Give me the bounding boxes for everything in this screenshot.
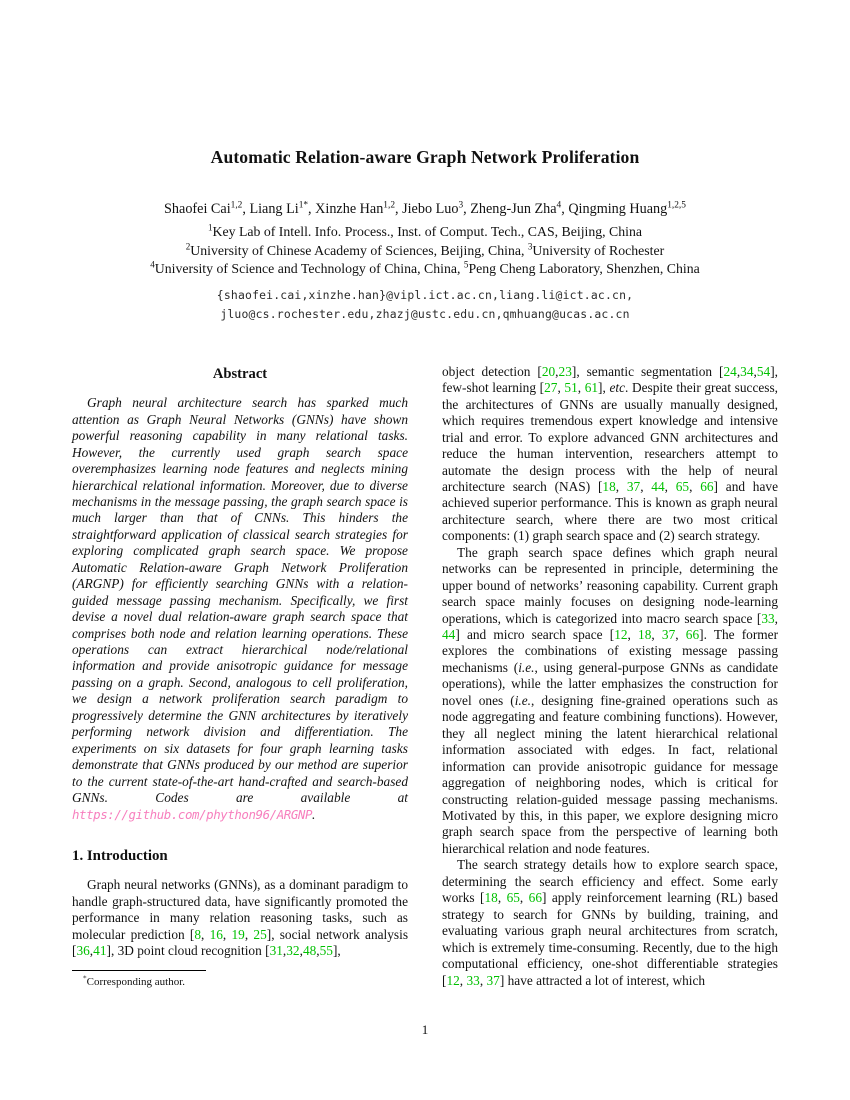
citation-link[interactable]: 37	[626, 478, 641, 494]
author-superscript: 3	[458, 200, 464, 211]
author-name: Jiebo Luo	[402, 201, 459, 217]
citation-link[interactable]: 18	[484, 890, 498, 906]
citation-link[interactable]: 36	[76, 943, 90, 959]
footnote-text	[72, 976, 408, 990]
citation-link[interactable]: 37	[486, 972, 500, 988]
citation-link[interactable]: 61	[584, 380, 599, 396]
author-name: Liang Li	[249, 201, 299, 217]
affiliation-superscript: 2	[185, 241, 191, 251]
left-column	[72, 364, 408, 989]
right-column	[442, 364, 778, 989]
italic-text: i.e.	[518, 659, 535, 675]
page-number: 1	[421, 1022, 429, 1037]
affiliation-line: $^4$University of Science and Technology of China, China, $^5$Peng Cheng Laboratory, Shenzhen, China	[150, 259, 700, 277]
citation-link[interactable]: 20	[541, 363, 556, 379]
author-superscript: 1,2	[230, 200, 243, 211]
affiliation-superscript: 3	[527, 241, 533, 251]
citation-link[interactable]: 33	[761, 610, 775, 626]
citation-link[interactable]: 12	[614, 627, 628, 643]
author-name: Shaofei Cai	[164, 201, 231, 217]
footnote-block	[72, 970, 408, 990]
affiliation-superscript: 1	[207, 222, 213, 233]
citation-link[interactable]: 54	[756, 363, 771, 379]
citation-link[interactable]: 65	[506, 890, 520, 906]
citation-link[interactable]: 66	[528, 890, 543, 906]
citation-link[interactable]: 37	[661, 627, 676, 643]
citation-link[interactable]: 16	[209, 926, 223, 942]
affiliation-superscript: 5	[463, 259, 469, 270]
author-name: Qingming Huang	[568, 201, 668, 217]
author-superscript: 1,2	[383, 200, 395, 211]
citation-link[interactable]: 27	[544, 380, 558, 396]
section-heading-introduction: 1. Introduction	[72, 848, 168, 865]
abstract-heading: Abstract	[212, 365, 268, 382]
citation-link[interactable]: 44	[651, 478, 665, 494]
affiliation-superscript: 4	[150, 259, 155, 270]
paragraph: The search strategy details how to explore search space, determining the search efficiency and effect. Some early works [18, 65, 66] apply reinforcement learning (RL) based strategy to search for GNNs by building, training, and evaluating various graph neural architectures from scratch, which is extremely time-consuming. Recently, due to the high computational efficiency, one-shot differentiable strategies [12, 33, 37] have attracted a lot of interest, which	[442, 857, 779, 988]
citation-link[interactable]: 48	[302, 943, 317, 959]
two-column-body	[0, 364, 850, 989]
citation-link[interactable]: 33	[466, 972, 480, 988]
citation-link[interactable]: 34	[740, 363, 754, 379]
citation-link[interactable]: 32	[286, 943, 300, 959]
citation-link[interactable]: 41	[93, 943, 107, 959]
citation-link[interactable]: 12	[446, 972, 460, 988]
author-line: Shaofei Cai$^{1,2}$, Liang $Li^{1*}$, Xinzhe Han$^{1,2}$, Jiebo Luo$^3$, Zheng-Jun Zha$^4$, Qingming Huang$^{1,2,5}$	[164, 200, 686, 217]
paper-title: Automatic Relation-aware Graph Network Proliferation	[210, 147, 640, 167]
citation-link[interactable]: 23	[558, 363, 572, 379]
citation-link[interactable]: 55	[319, 943, 333, 959]
citation-link[interactable]: 18	[638, 627, 652, 643]
paragraph: Graph neural networks (GNNs), as a dominant paradigm to handle graph-structured data, have significantly promoted the performance in many relation reasoning tasks, such as molecular prediction [8, 16, 19, 25], social network analysis [36,41], 3D point cloud recognition [31,32,48,55],	[72, 877, 409, 959]
paragraph: Graph neural architecture search has sparked much attention as Graph Neural Networks (GNNs) have shown powerful reasoning capability in many relational tasks. However, the currently used graph search space overemphasizes learning node features and neglects mining hierarchical relational information. Moreover, due to diverse mechanisms in the message passing, the graph search space is much larger than that of CNNs. This hinders the straightforward application of classical search strategies for exploring complicated graph search space. We propose Automatic Relation-aware Graph Network Proliferation (ARGNP) for efficiently searching GNNs with a relation-guided message passing mechanism. Specifically, we first devise a novel dual relation-aware graph search space that comprises both node and relation learning operations. These operations can extract hierarchical node/relational information and provide anisotropic guidance for message passing on a graph. Second, analogous to cell proliferation, we design a network proliferation search paradigm to progressively determine the GNN architectures by iteratively performing network division and differentiation. The experiments on six datasets for four graph learning tasks demonstrate that GNNs produced by our method are superior to the current state-of-the-art hand-crafted and search-based GNNs. Codes are available at https://github.com/phython96/ARGNP.	[72, 395, 408, 822]
email-lines	[0, 286, 850, 325]
code-url-link[interactable]: https://github.com/phython96/ARGNP	[72, 806, 313, 822]
citation-link[interactable]: 31	[269, 943, 283, 959]
citation-link[interactable]: 24	[723, 363, 737, 379]
citation-link[interactable]: 44	[442, 627, 456, 643]
affiliation-line: $^1$Key Lab of Intell. Info. Process., Inst. of Comput. Tech., CAS, Beijing, China	[207, 222, 643, 239]
footnote-label: Corresponding author.	[86, 975, 186, 988]
email-line: {shaofei.cai,xinzhe.han}@vipl.ict.ac.cn,liang.li@ict.ac.cn,	[216, 287, 634, 302]
footnote-marker: *	[83, 974, 87, 983]
email-line: jluo@cs.rochester.edu,zhazj@ustc.edu.cn,qmhuang@ucas.ac.cn	[220, 307, 630, 322]
author-name: Zheng-Jun Zha	[470, 201, 557, 217]
author-name: Xinzhe Han	[315, 201, 384, 217]
citation-link[interactable]: 18	[602, 478, 616, 494]
author-superscript: 1*	[298, 200, 309, 211]
citation-link[interactable]: 66	[700, 478, 714, 494]
abstract-body	[72, 395, 408, 823]
italic-text: etc	[609, 380, 625, 396]
citation-link[interactable]: 25	[253, 926, 267, 942]
citation-link[interactable]: 65	[675, 478, 690, 494]
paragraph: The graph search space defines which graph neural networks can be represented in principle, determining the upper bound of networks’ reasoning capability. Current graph search space mainly focuses on designing node-learning operations, which is categorized into macro search space [33, 44] and micro search space [12, 18, 37, 66]. The former explores the combinations of existing message passing mechanisms (i.e., using general-purpose GNNs as candidate operations), while the latter emphasizes the construction for novel ones (i.e., designing fine-grained operations such as node aggregating and feature combining functions). However, they all neglect mining the latent hierarchical relational information associated with edges. In fact, relational information can provide anisotropic guidance for message aggregation of neighboring nodes, which is critical for constructing relation-guided message passing mechanisms. Motivated by this, in this paper, we explore designing micro graph search space from the perspective of learning both hierarchical relation and node features.	[442, 544, 779, 856]
footnote-rule	[72, 970, 206, 971]
citation-link[interactable]: 8	[194, 926, 202, 942]
paragraph: object detection [20,23], semantic segmentation [24,34,54], few-shot learning [27, 51, 61], etc. Despite their great success, the architectures of GNNs are usually manually designed, which requires tremendous expert knowledge and intensive trial and error. To explore advanced GNN architectures and reduce the human intervention, researchers attempt to automate the design process with the help of neural architecture search (NAS) [18, 37, 44, 65, 66] and have achieved superior performance. This is known as graph neural architecture search, where there are two most critical components: (1) graph search space and (2) search strategy.	[442, 363, 779, 544]
italic-text: i.e.	[514, 692, 532, 708]
author-superscript: 4	[556, 200, 562, 211]
affiliation-line: $^2$University of Chinese Academy of Sciences, Beijing, China, $^3$University of Rochester	[185, 241, 665, 258]
introduction-left-text	[72, 877, 408, 959]
citation-link[interactable]: 19	[231, 926, 245, 942]
citation-link[interactable]: 66	[685, 627, 700, 643]
citation-link[interactable]: 51	[564, 380, 578, 396]
affiliation-lines	[0, 223, 850, 279]
author-superscript: 1,2,5	[667, 200, 686, 211]
paper-header	[0, 0, 850, 325]
